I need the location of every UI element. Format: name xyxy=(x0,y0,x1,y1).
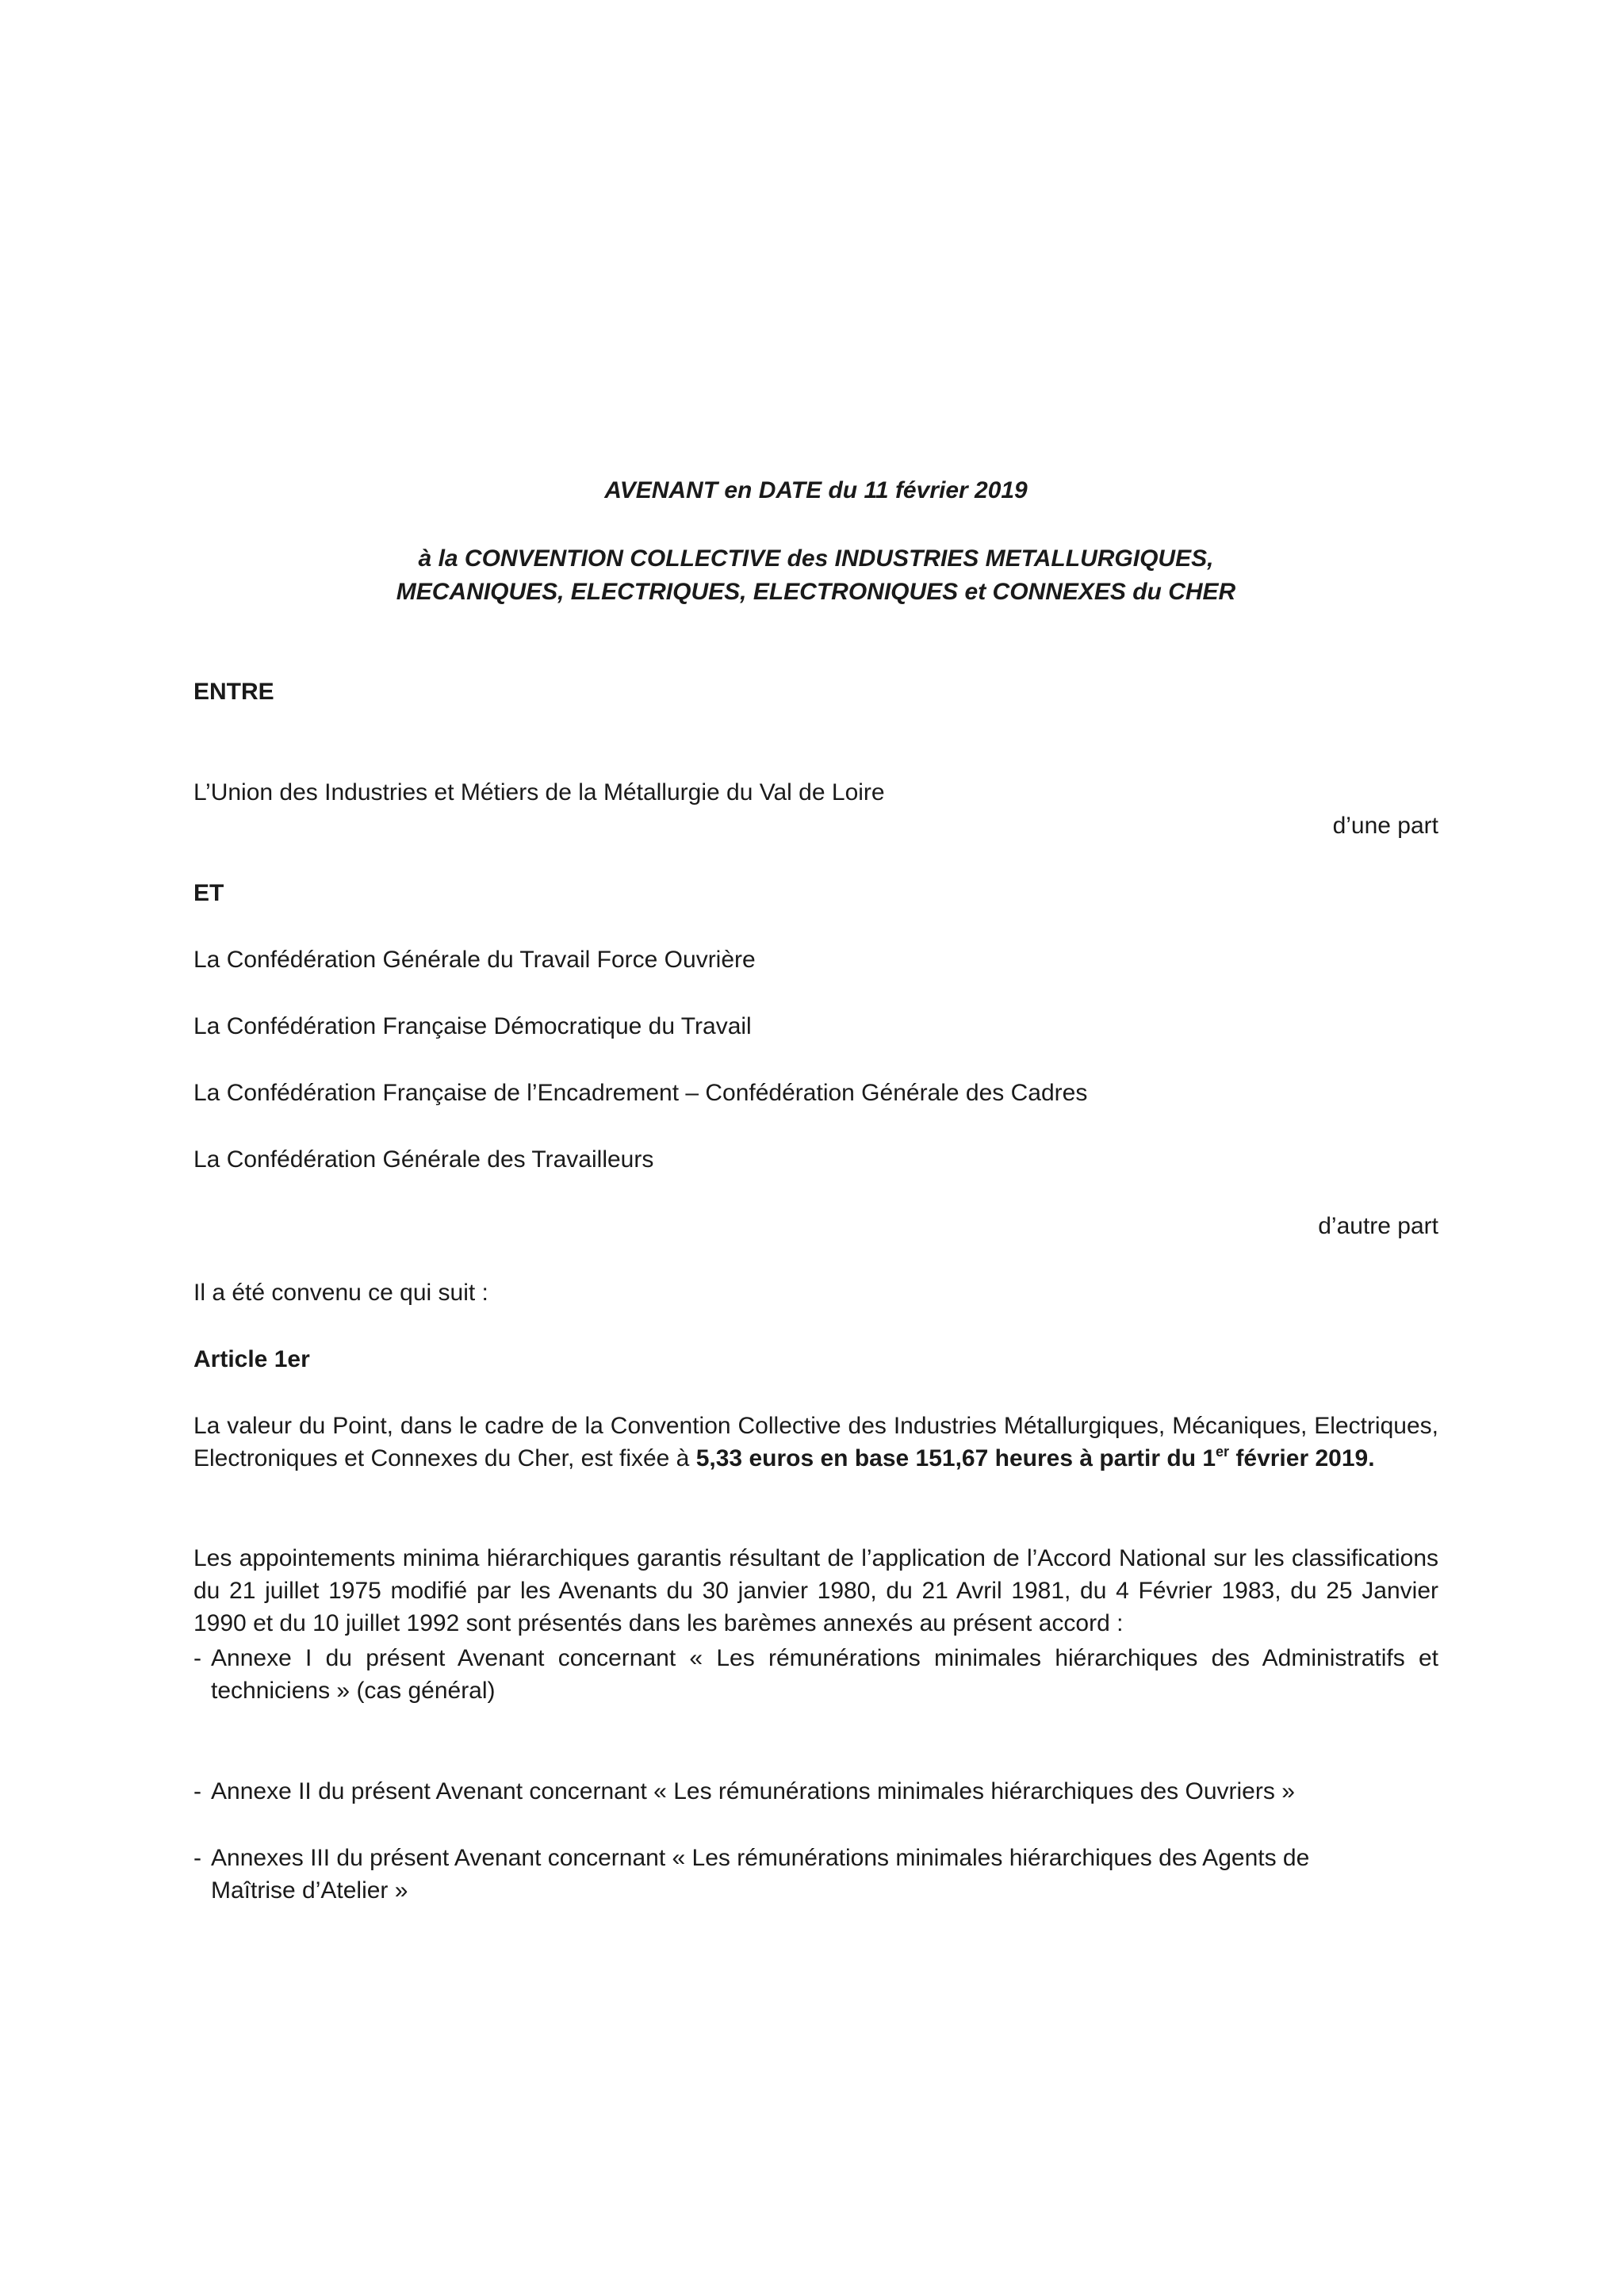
une-part-label: d’une part xyxy=(1332,813,1438,839)
point-value-text: La valeur du Point, dans le cadre de la Convention Collective des Industries Métallurgiques, Mécaniques, Electriques, Electroniques et Connexes du Cher, est fixée à xyxy=(193,1413,1438,1471)
annex-3-item xyxy=(193,1842,1399,1907)
annex-2-text: Annexe II du présent Avenant concernant « Les rémunérations minimales hiérarchiques des Ouvriers » xyxy=(211,1778,1295,1804)
annex-2-item xyxy=(193,1775,1438,1808)
entre-heading: ENTRE xyxy=(193,679,274,705)
list-dash: - xyxy=(193,1778,201,1804)
ordinal-suffix: er xyxy=(1216,1444,1230,1460)
point-value-amount: 5,33 euros en base 151,67 heures à partir du 1 xyxy=(695,1445,1216,1471)
intro-text: Il a été convenu ce qui suit : xyxy=(193,1280,488,1306)
document-title: AVENANT en DATE du 11 février 2019 xyxy=(604,477,1028,503)
article-1-heading: Article 1er xyxy=(193,1346,310,1372)
annex-1-text: Annexe I du présent Avenant concernant « Les rémunérations minimales hiérarchiques des Administratifs et techniciens » (cas général) xyxy=(211,1645,1438,1704)
convention-title-line-1: à la CONVENTION COLLECTIVE des INDUSTRIES METALLURGIQUES, xyxy=(418,545,1214,572)
autre-part-label: d’autre part xyxy=(1318,1213,1438,1239)
party-uimm: L’Union des Industries et Métiers de la Métallurgie du Val de Loire xyxy=(193,779,885,806)
party-fo: La Confédération Générale du Travail Force Ouvrière xyxy=(193,947,756,973)
annex-3-text: Annexes III du présent Avenant concernant « Les rémunérations minimales hiérarchiques des Agents de Maîtrise d’Atelier » xyxy=(211,1845,1310,1904)
annex-1-item xyxy=(193,1642,1438,1707)
list-dash: - xyxy=(193,1845,201,1871)
convention-title-line-2: MECANIQUES, ELECTRIQUES, ELECTRONIQUES et CONNEXES du CHER xyxy=(396,579,1236,605)
et-heading: ET xyxy=(193,880,224,906)
point-value-date: février 2019. xyxy=(1229,1445,1375,1471)
article-1-paragraph-2: Les appointements minima hiérarchiques garantis résultant de l’application de l’Accord National sur les classifications du 21 juillet 1975 modifié par les Avenants du 30 janvier 1980, du 21 Avril 1981, du 4 Février 1983, du 25 Janvier 1990 et du 10 juillet 1992 sont présentés dans les barèmes annexés au présent accord : xyxy=(193,1545,1438,1636)
article-1-paragraph-1 xyxy=(193,1410,1438,1475)
list-dash: - xyxy=(193,1645,201,1671)
party-cfe-cgc: La Confédération Française de l’Encadrement – Confédération Générale des Cadres xyxy=(193,1080,1088,1106)
party-cgt: La Confédération Générale des Travailleurs xyxy=(193,1146,654,1173)
party-cfdt: La Confédération Française Démocratique du Travail xyxy=(193,1013,752,1039)
